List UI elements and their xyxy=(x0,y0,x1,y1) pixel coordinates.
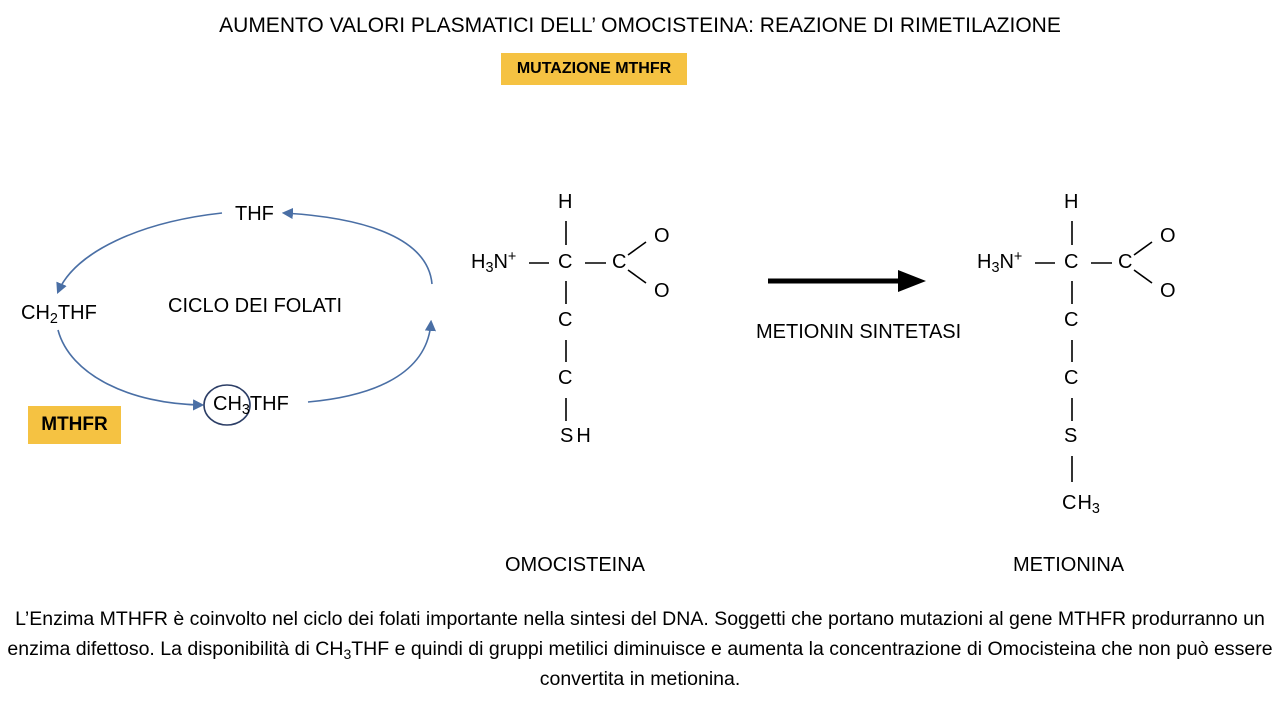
ch3thf-label: $CH_3THF$ xyxy=(213,393,289,419)
mutation-badge: MUTAZIONE MTHFR xyxy=(501,53,687,85)
homocysteine-bonds xyxy=(529,221,646,421)
arrow-ch3thf-to-up xyxy=(308,322,431,402)
mthfr-enzyme-badge: MTHFR xyxy=(28,406,121,444)
methionine-oxygen-2: O xyxy=(1160,280,1176,302)
thf-label: THF xyxy=(235,203,274,225)
homocysteine-beta-carbon: C xyxy=(558,309,573,331)
reaction-arrow-head xyxy=(898,270,926,292)
homocysteine-thiol: S H xyxy=(560,425,591,447)
reaction-enzyme-label: METIONIN SINTETASI xyxy=(756,321,962,343)
homocysteine-amine: $H_3N^+$ xyxy=(471,248,517,277)
homocysteine-alpha-carbon: C xyxy=(558,251,573,273)
methionine-oxygen-1: O xyxy=(1160,225,1176,247)
methionine-sulfur: S xyxy=(1064,425,1078,447)
methionine-amine: $H_3N^+$ xyxy=(977,248,1023,277)
homocysteine-gamma-carbon: C xyxy=(558,367,573,389)
folate-cycle-label: CICLO DEI FOLATI xyxy=(168,295,343,317)
homocysteine-carboxyl-carbon: C xyxy=(612,251,627,273)
arrow-thf-to-ch2thf xyxy=(58,213,222,292)
methionine-gamma-carbon: C xyxy=(1064,367,1079,389)
page-title: AUMENTO VALORI PLASMATICI DELL’ OMOCISTEINA: REAZIONE DI RIMETILAZIONE xyxy=(219,14,1061,37)
ch2thf-label: $CH_2THF$ xyxy=(21,302,97,328)
homocysteine-oxygen-2: O xyxy=(654,280,670,302)
description-paragraph: L’Enzima MTHFR è coinvolto nel ciclo dei folati importante nella sintesi del DNA. Soggetti che portano mutazioni al gene MTHFR produrranno un enzima difettoso. La disponibilità di $CH_3THF$ e quindi di gruppi metilici diminuisce e aumenta la concentrazione di Omocisteina che non può essere convertita in metionina. xyxy=(7,608,1273,690)
methionine-methyl: $CH_3$ xyxy=(1062,492,1100,518)
methionine-carboxyl-carbon: C xyxy=(1118,251,1133,273)
arrow-up-to-thf xyxy=(284,213,432,284)
homocysteine-oxygen-1: O xyxy=(654,225,670,247)
methionine-alpha-carbon: C xyxy=(1064,251,1079,273)
methionine-beta-carbon: C xyxy=(1064,309,1079,331)
arrow-ch2thf-to-ch3thf xyxy=(58,330,202,405)
methionine-h: H xyxy=(1064,191,1079,213)
methionine-caption: METIONINA xyxy=(1013,554,1125,576)
homocysteine-h: H xyxy=(558,191,573,213)
methionine-bonds xyxy=(1035,221,1152,482)
homocysteine-caption: OMOCISTEINA xyxy=(505,554,646,576)
